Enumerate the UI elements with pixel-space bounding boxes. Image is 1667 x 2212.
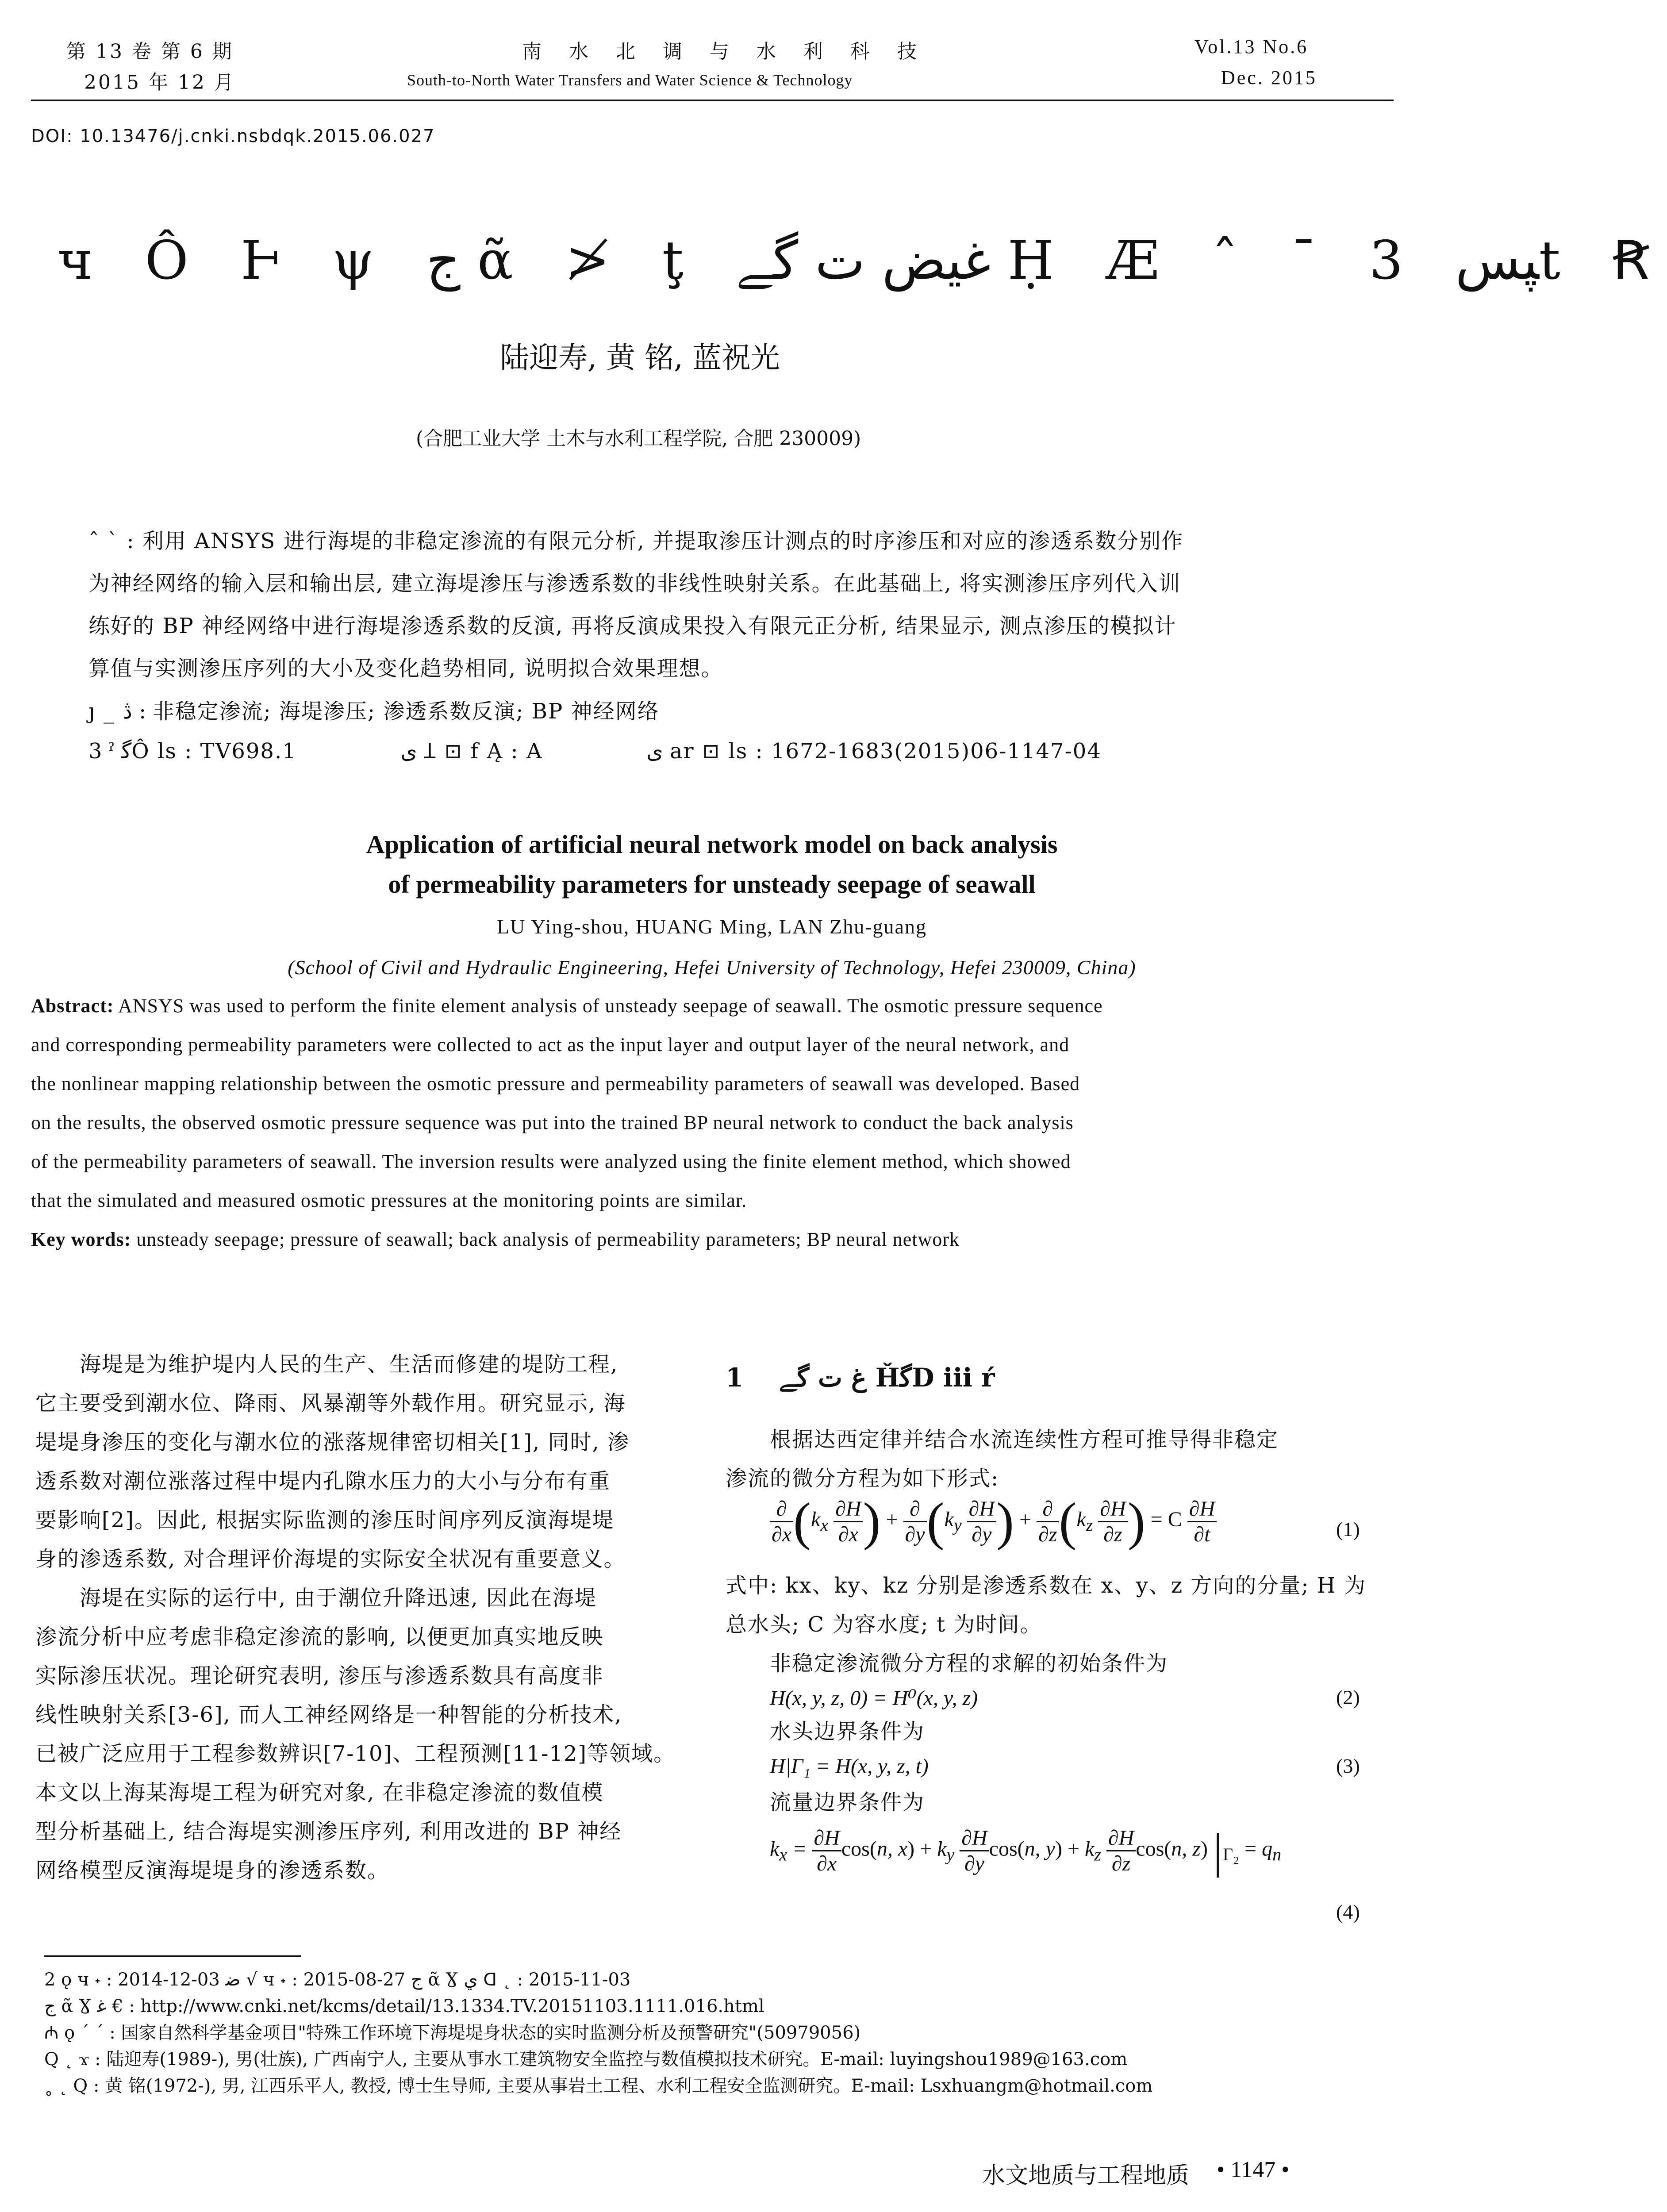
abstract-en-line: and corresponding permeability parameters were collected to act as the input layer and output layer of the neural network, and xyxy=(31,1034,1070,1056)
abstract-cn-line: 为神经网络的输入层和输出层, 建立海堤渗压与渗透系数的非线性映射关系。在此基础上, 将实测渗压序列代入训 xyxy=(88,571,1181,596)
body-line: 网络模型反演海堤堤身的渗透系数。 xyxy=(35,1858,390,1883)
footnote-url: ج ᾶ Ɣ ﻏ € : http://www.cnki.net/kcms/detail/13.1334.TV.20151103.1111.016.html xyxy=(44,1996,764,2016)
body-line: 总水头; C 为容水度; t 为时间。 xyxy=(726,1612,1042,1637)
affiliation-cn: (合肥工业大学 土木与水利工程学院, 合肥 230009) xyxy=(416,427,861,450)
abstract-cn-line: 算值与实测渗压序列的大小及变化趋势相同, 说明拟合效果理想。 xyxy=(88,656,723,681)
abstract-en-line: of the permeability parameters of seawall. The inversion results were analyzed using the finite element method, which showed xyxy=(31,1151,1071,1172)
abstract-en-line: ANSYS was used to perform the finite element analysis of unsteady seepage of seawall. The osmotic pressure sequence xyxy=(118,995,1103,1017)
abstract-cn-line: 利用 ANSYS 进行海堤的非稳定渗流的有限元分析, 并提取渗压计测点的时序渗压和对应的渗透系数分别作 xyxy=(142,529,1184,553)
abstract-en xyxy=(31,987,1394,1259)
affiliation-en: (School of Civil and Hydraulic Engineering, Hefei University of Technology, Hefei 230009, China) xyxy=(288,956,1136,979)
keywords-cn-text: 非稳定渗流; 海堤渗压; 渗透系数反演; BP 神经网络 xyxy=(153,699,660,724)
body-line: 根据达西定律并结合水流连续性方程可推导得非稳定 xyxy=(770,1427,1279,1452)
abstract-en-line: the nonlinear mapping relationship between the osmotic pressure and permeability parameters of seawall was developed. Based xyxy=(31,1073,1080,1094)
abstract-cn xyxy=(88,520,1336,690)
abstract-en-line: on the results, the observed osmotic pressure sequence was put into the trained BP neural network to conduct the back analysis xyxy=(31,1112,1074,1133)
abstract-cn-label: ˆ ˋ : xyxy=(88,529,135,553)
section-title: غ ت ﮔﮯ ȞﮔD iii ŕ xyxy=(779,1363,995,1393)
body-line: 本文以上海某海堤工程为研究对象, 在非稳定渗流的数值模 xyxy=(35,1780,604,1805)
keywords-cn-label: ȷ _ ﮆ : xyxy=(88,699,146,724)
abstract-en-label: Abstract: xyxy=(31,995,114,1017)
article-id-value: 1672-1683(2015)06-1147-04 xyxy=(771,739,1102,764)
footnote-rule xyxy=(44,1955,301,1957)
body-line: 身的渗透系数, 对合理评价海堤的实际安全状况有重要意义。 xyxy=(35,1547,626,1571)
body-line: 海堤在实际的运行中, 由于潮位升降迅速, 因此在海堤 xyxy=(80,1586,597,1610)
body-line: 型分析基础上, 结合海堤实测渗压序列, 利用改进的 BP 神经 xyxy=(35,1819,622,1844)
footer-journal: 水文地质与工程地质 xyxy=(982,2162,1190,2189)
body-line: 已被广泛应用于工程参数辨识[7-10]、工程预测[11-12]等领域。 xyxy=(35,1741,676,1766)
body-line: 式中: kx、ky、kz 分别是渗透系数在 x、y、z 方向的分量; H 为 xyxy=(726,1573,1366,1598)
journal-name-en: South-to-North Water Transfers and Water Science & Technology xyxy=(407,71,853,89)
clc-label: 3 ˀ ﮔÔ ls : xyxy=(88,739,193,764)
body-line: 堤堤身渗压的变化与潮水位的涨落规律密切相关[1], 同时, 渗 xyxy=(35,1430,630,1455)
section-1-intro xyxy=(726,1420,1380,1498)
body-line: 水头边界条件为 xyxy=(770,1719,925,1744)
vol-no-en: Vol.13 No.6 xyxy=(1195,36,1309,58)
keywords-en-label: Key words: xyxy=(31,1229,131,1250)
abstract-cn-line: 练好的 BP 神经网络中进行海堤渗透系数的反演, 再将反演成果投入有限元正分析, 结果显示, 测点渗压的模拟计 xyxy=(88,614,1177,638)
journal-name-cn: 南 水 北 调 与 水 利 科 技 xyxy=(522,40,927,63)
equation-3: H|Γ₁ = H(x, y, z, t) xyxy=(770,1755,929,1778)
body-line: 流量边界条件为 xyxy=(770,1790,925,1815)
clc-value: TV698.1 xyxy=(200,739,297,764)
section-1-heading xyxy=(726,1363,995,1393)
title-en-line1: Application of artificial neural network model on back analysis xyxy=(366,830,1058,859)
equation-4: $k_x$ = $\frac{\partial H}{\partial x}$ cos(n, $x) + k_y$ $\frac{\partial H}{\partial y}$ cos(n, $y) + k_z$ $\frac{\partial H}{\partial z}$ cos(n, z) $|_{\Gamma_2} = q_n$ xyxy=(770,1824,1282,1878)
section-number: 1 xyxy=(726,1363,744,1393)
body-line: 实际渗压状况。理论研究表明, 渗压与渗透系数具有高度非 xyxy=(35,1663,604,1688)
issue-date: 2015 年 12 月 xyxy=(84,71,235,94)
body-line: 渗流的微分方程为如下形式: xyxy=(726,1466,999,1491)
header-rule xyxy=(31,100,1394,101)
equation-1: $\frac{\partial}{\partial x}$ ($k_x$ $\frac{\partial H}{\partial x}$ ) + $\frac{\partial}{\partial y}$ ($k_y$ $\frac{\partial H}{\partial y}$ ) + $\frac{\partial}{\partial z}$ ($k_z$ $\frac{\partial H}{\partial z}$ ) = C $\frac{\partial H}{\partial t}$ xyxy=(770,1491,1217,1552)
classification-line xyxy=(88,730,1102,772)
footnote-author2: ˳ ˛ Q : 黄 铭(1972-), 男, 江西乐平人, 教授, 博士生导师, 主要从事岩土工程、水利工程安全监测研究。E-mail: Lsxhuangm@hotmail.com xyxy=(44,2076,1153,2096)
body-line: 透系数对潮位涨落过程中堤内孔隙水压力的大小与分布有重 xyxy=(35,1469,611,1494)
equation-2-number: (2) xyxy=(1336,1686,1360,1709)
doc-code-value: A xyxy=(526,739,543,764)
body-line: 非稳定渗流微分方程的求解的初始条件为 xyxy=(770,1651,1168,1676)
keywords-cn xyxy=(88,690,660,733)
equation-3-number: (3) xyxy=(1336,1755,1360,1777)
authors-cn: 陆迎寿, 黄 铭, 蓝祝光 xyxy=(500,341,780,375)
equation-1-where xyxy=(726,1566,1380,1683)
footnote-author1: Q ˛ ϫ : 陆迎寿(1989-), 男(壮族), 广西南宁人, 主要从事水工建筑物安全监控与数值模拟技术研究。E-mail: luyingshou1989@163.com xyxy=(44,2049,1128,2070)
date-en: Dec. 2015 xyxy=(1221,67,1317,88)
footnote-funding: ₼ ǫ ˊ ˊ : 国家自然科学基金项目"特殊工作环境下海堤堤身状态的实时监测分析及预警研究"(50979056) xyxy=(44,2023,861,2043)
body-line: 它主要受到潮水位、降雨、风暴潮等外载作用。研究显示, 海 xyxy=(35,1391,626,1416)
equation-4-number: (4) xyxy=(1336,1901,1360,1923)
body-line: 要影响[2]。因此, 根据实际监测的渗压时间序列反演海堤堤 xyxy=(35,1508,615,1532)
page-number: • 1147 • xyxy=(1217,2157,1290,2182)
authors-en: LU Ying-shou, HUANG Ming, LAN Zhu-guang xyxy=(497,915,927,938)
body-line: 海堤是为维护堤内人民的生产、生活而修建的堤防工程, xyxy=(80,1352,618,1377)
abstract-en-line: that the simulated and measured osmotic pressures at the monitoring points are similar. xyxy=(31,1190,747,1211)
body-line: 线性映射关系[3-6], 而人工神经网络是一种智能的分析技术, xyxy=(35,1702,622,1727)
footnote-dates: 2 ǫ ч ˖ : 2014-12-03 ﺿ √ ч ˖ : 2015-08-27 ج ᾶ Ɣ ي ᗡ ˛ : 2015-11-03 xyxy=(44,1970,631,1990)
doi: DOI: 10.13476/j.cnki.nsbdqk.2015.06.027 xyxy=(31,126,435,146)
article-id-label: ى ar ⊡ ls : xyxy=(646,739,764,764)
equation-1-number: (1) xyxy=(1336,1518,1360,1540)
volume-issue: 第 13 卷 第 6 期 xyxy=(66,40,234,63)
keywords-en: unsteady seepage; pressure of seawall; back analysis of permeability parameters; BP neural network xyxy=(136,1229,960,1250)
title-en-line2: of permeability parameters for unsteady seepage of seawall xyxy=(388,870,1036,899)
intro-left-column xyxy=(35,1345,681,1890)
footnotes xyxy=(44,1966,1394,2099)
body-line: 渗流分析中应考虑非稳定渗流的影响, 以便更加真实地反映 xyxy=(35,1624,604,1649)
title-cn: ч Ô Ͱ ψ ج ᾶ ≯ ţ ﻏﯿﺾ ت ﮔﮯ Ḥ Æ ˆ ¯ 3 ﭙﺲt Ꞧ xyxy=(58,230,1667,292)
doc-code-label: ى Ʇ ⊡ f Ą : xyxy=(400,739,519,764)
equation-2: H(x, y, z, 0) = H⁰(x, y, z) xyxy=(770,1686,978,1710)
